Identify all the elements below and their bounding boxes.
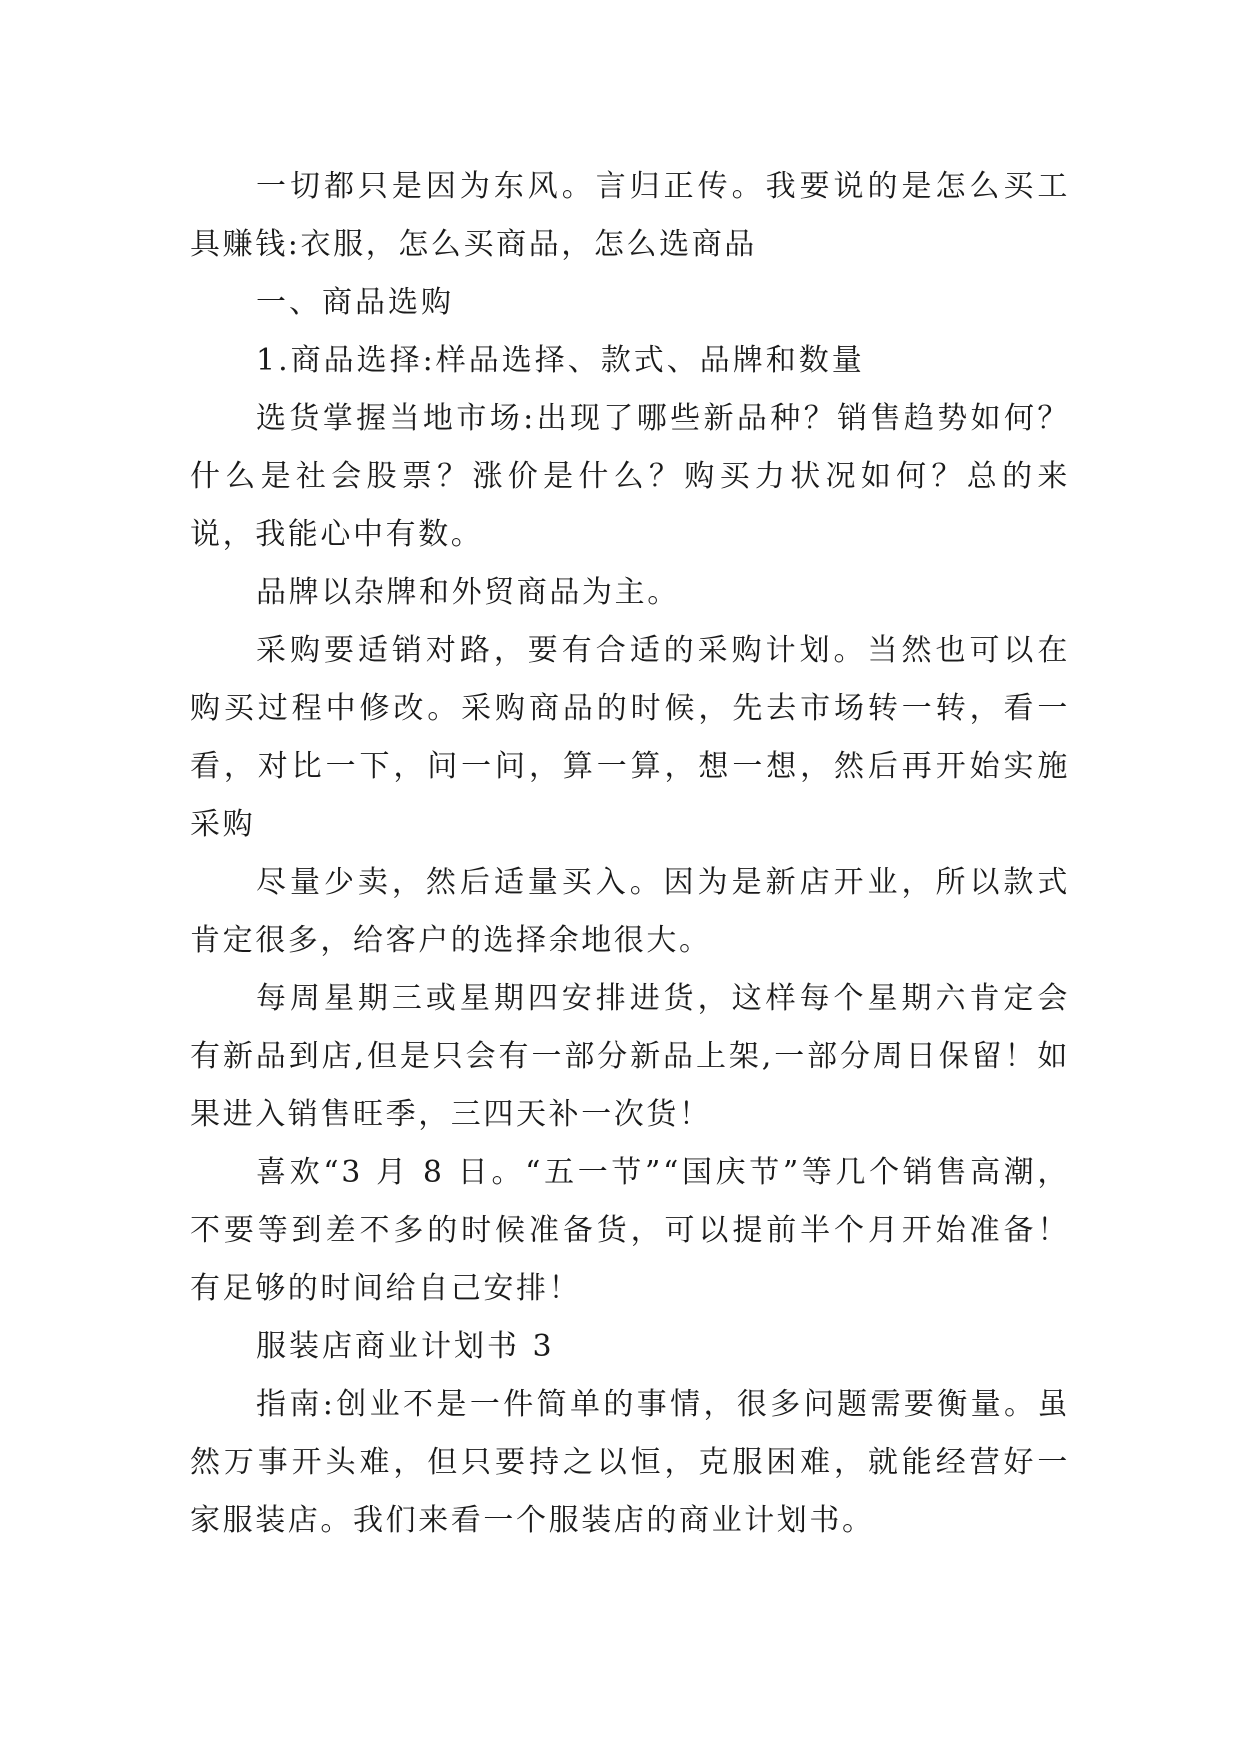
paragraph-buy-less: 尽量少卖，然后适量买入。因为是新店开业，所以款式肯定很多，给客户的选择余地很大。 — [190, 865, 1070, 958]
paragraph-sales-peaks: 喜欢“3 月 8 日。“五一节”“国庆节”等几个销售高潮，不要等到差不多的时候准备货，可以提前半个月开始准备！有足够的时间给自己安排！ — [190, 1155, 1070, 1306]
document-body — [190, 158, 1070, 1550]
paragraph-brand: 品牌以杂牌和外贸商品为主。 — [256, 575, 680, 610]
paragraph-intro: 一切都只是因为东风。言归正传。我要说的是怎么买工具赚钱:衣服，怎么买商品，怎么选商品 — [190, 169, 1070, 262]
paragraph-restock-schedule: 每周星期三或星期四安排进货，这样每个星期六肯定会有新品到店,但是只会有一部分新品上架,一部分周日保留！如果进入销售旺季，三四天补一次货！ — [190, 981, 1070, 1132]
subsection-heading-product-choice: 1.商品选择:样品选择、款式、品牌和数量 — [256, 343, 865, 378]
paragraph-purchase-plan: 采购要适销对路，要有合适的采购计划。当然也可以在购买过程中修改。采购商品的时候，先去市场转一转，看一看，对比一下，问一问，算一算，想一想，然后再开始实施采购 — [190, 633, 1070, 842]
section-heading-business-plan-3: 服装店商业计划书 3 — [256, 1329, 555, 1364]
section-heading-product-selection: 一、商品选购 — [256, 285, 454, 320]
paragraph-guide: 指南:创业不是一件简单的事情，很多问题需要衡量。虽然万事开头难，但只要持之以恒，克服困难，就能经营好一家服装店。我们来看一个服装店的商业计划书。 — [190, 1387, 1070, 1538]
paragraph-local-market: 选货掌握当地市场:出现了哪些新品种？销售趋势如何？什么是社会股票？涨价是什么？购买力状况如何？总的来说，我能心中有数。 — [190, 401, 1070, 552]
